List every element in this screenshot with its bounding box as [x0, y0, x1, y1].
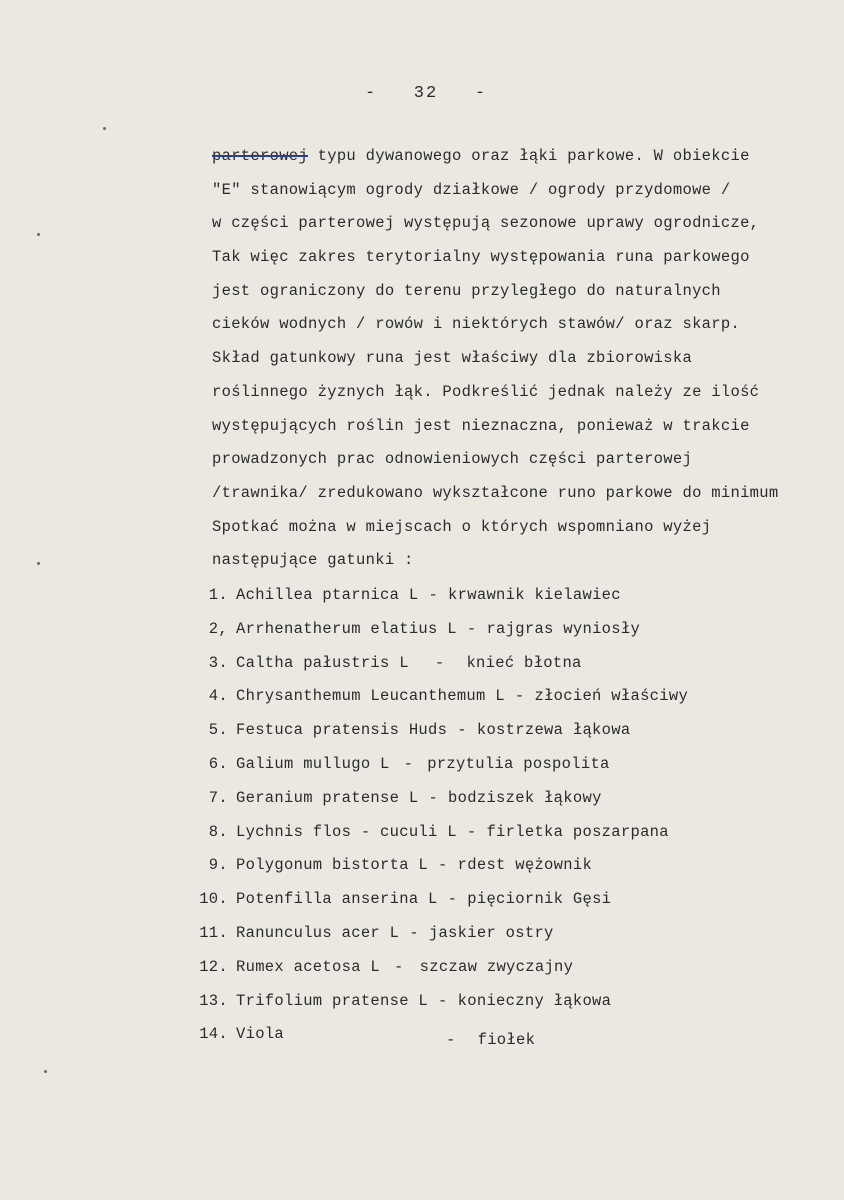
item-number: 6. [208, 754, 228, 773]
paragraph-line: Tak więc zakres terytorialny występowania runa parkowego [212, 248, 750, 267]
paragraph-line: następujące gatunki : [212, 551, 414, 570]
polish-name: konieczny łąkowa [457, 991, 612, 1010]
separator: - [403, 754, 414, 773]
item-number: 5. [208, 721, 228, 740]
polish-name: krwawnik kielawiec [448, 586, 621, 604]
latin-name: Potenfilla anserina L [236, 890, 438, 909]
struck-word: parterowej [212, 147, 309, 165]
latin-name: Galium mullugo L [236, 754, 390, 773]
species-item [188, 647, 808, 681]
polish-name: jaskier ostry [428, 923, 554, 942]
polish-name: przytulia pospolita [427, 754, 610, 773]
species-item [188, 680, 808, 714]
paragraph-line: Spotkać można w miejscach o których wspomniano wyżej [212, 517, 712, 536]
paragraph-line-text: typu dywanowego oraz łąki parkowe. W obiekcie [308, 147, 750, 165]
species-item [188, 849, 808, 883]
item-number: 14. [199, 1025, 228, 1044]
separator: - [466, 619, 477, 638]
separator: - [428, 788, 439, 807]
item-number: 4. [208, 687, 228, 706]
separator: - [434, 653, 445, 672]
species-item [188, 1018, 808, 1052]
latin-name: Trifolium pratense L [236, 991, 429, 1010]
item-number: 2, [208, 619, 228, 638]
item-number: 3. [208, 653, 228, 672]
latin-name: Chrysanthemum Leucanthemum L [236, 687, 505, 706]
species-item [188, 951, 808, 985]
paragraph-line: cieków wodnych / rowów i niektórych stawów/ oraz skarp. [212, 315, 741, 334]
polish-name: rdest wężownik [457, 856, 593, 875]
paragraph-line: roślinnego żyznych łąk. Podkreślić jednak należy ze ilość [212, 382, 760, 401]
separator: - [446, 1031, 456, 1050]
separator: - [394, 957, 404, 976]
paragraph-line: "E" stanowiącym ogrody działkowe / ogrody przydomowe / [212, 180, 731, 199]
scan-speck [37, 562, 40, 565]
paragraph-line: jest ograniczony do terenu przyległego do naturalnych [212, 281, 721, 300]
item-number: 7. [208, 788, 228, 807]
latin-name: Geranium pratense L [236, 788, 419, 807]
species-item [188, 782, 808, 816]
latin-name: Arrhenatherum elatius L [236, 619, 457, 638]
paragraph-line [212, 140, 832, 174]
polish-name: fiołek [477, 1031, 536, 1050]
latin-name: Polygonum bistorta L [236, 856, 429, 875]
species-item [188, 985, 808, 1019]
paragraph-line: występujących roślin jest nieznaczna, ponieważ w trakcie [212, 416, 750, 435]
latin-name: Rumex acetosa L [236, 957, 381, 976]
latin-name: Lychnis flos - cuculi L [236, 822, 457, 841]
paragraph-line: prowadzonych prac odnowieniowych części parterowej [212, 450, 693, 469]
species-item [188, 917, 808, 951]
item-number: 12. [199, 957, 228, 976]
latin-name: Caltha pałustris L [236, 653, 409, 672]
item-number: 10. [199, 890, 228, 909]
paragraph-line: w części parterowej występują sezonowe uprawy ogrodnicze, [212, 214, 760, 233]
polish-name: rajgras wyniosły [486, 619, 641, 638]
item-number: 9. [208, 856, 228, 875]
separator: - [457, 721, 467, 740]
item-number: 11. [199, 923, 228, 942]
separator: - [428, 586, 439, 604]
separator: - [447, 890, 458, 909]
item-number: 1. [208, 586, 228, 604]
species-item [188, 883, 808, 917]
page-number: - 32 - [365, 84, 488, 103]
polish-name: firletka poszarpana [486, 822, 669, 841]
species-item [188, 579, 808, 613]
scan-speck [37, 233, 40, 236]
body-paragraph [212, 140, 832, 578]
latin-name: Viola [236, 1025, 285, 1044]
scan-speck [44, 1070, 47, 1073]
species-item [188, 613, 808, 647]
separator: - [438, 856, 448, 875]
separator: - [409, 923, 419, 942]
paragraph-line: Skład gatunkowy runa jest właściwy dla zbiorowiska [212, 349, 693, 368]
item-number: 13. [199, 991, 228, 1010]
polish-name: kostrzewa łąkowa [476, 721, 631, 740]
polish-name: złocień właściwy [534, 687, 689, 706]
latin-name: Festuca pratensis Huds [236, 721, 448, 740]
latin-name: Ranunculus acer L [236, 923, 400, 942]
separator: - [514, 687, 525, 706]
species-item [188, 816, 808, 850]
separator: - [438, 991, 448, 1010]
paragraph-line: /trawnika/ zredukowano wykształcone runo parkowe do minimum [212, 483, 779, 502]
item-number: 8. [208, 822, 228, 841]
polish-name: pięciornik Gęsi [467, 890, 612, 909]
polish-name: knieć błotna [466, 653, 582, 672]
scan-speck [103, 127, 106, 130]
species-item [188, 748, 808, 782]
species-list [188, 579, 808, 1052]
latin-name: Achillea ptarnica L [236, 586, 419, 604]
species-item [188, 714, 808, 748]
polish-name: szczaw zwyczajny [419, 957, 574, 976]
separator: - [466, 822, 477, 841]
polish-name: bodziszek łąkowy [448, 788, 602, 807]
